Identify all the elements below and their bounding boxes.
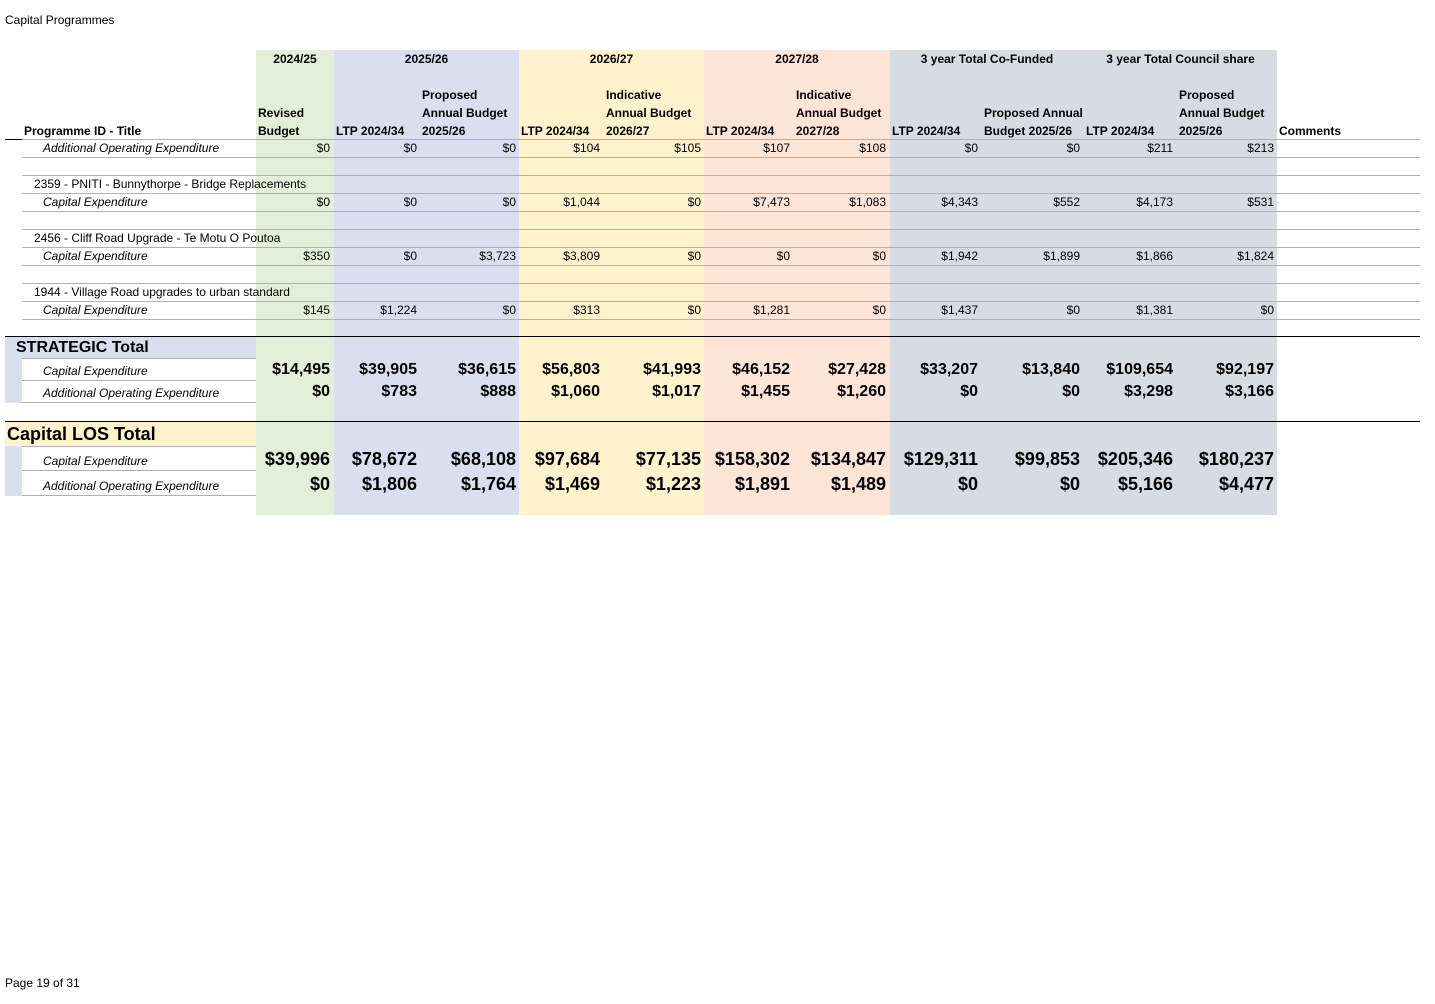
col-header-year: 2027/28 xyxy=(796,124,840,138)
value-cell: $552 xyxy=(1053,195,1080,209)
value-cell: $0 xyxy=(1059,474,1080,494)
value-cell: $56,803 xyxy=(542,361,600,378)
col-header-year: 2025/26 xyxy=(422,124,466,138)
col-header-proposed-annual: Proposed Annual xyxy=(984,106,1083,120)
value-cell: $1,489 xyxy=(830,474,886,494)
col-header-ltp: LTP 2024/34 xyxy=(706,124,775,138)
col-header-programme: Programme ID - Title xyxy=(24,124,142,138)
value-cell: $350 xyxy=(303,249,330,263)
value-cell: $0 xyxy=(403,195,417,209)
col-header-budget-year: Budget 2025/26 xyxy=(984,124,1073,138)
value-cell: $0 xyxy=(957,474,978,494)
value-cell: $205,346 xyxy=(1097,449,1173,469)
value-cell: $1,281 xyxy=(753,303,790,317)
value-cell: $0 xyxy=(403,249,417,263)
value-cell: $0 xyxy=(687,195,701,209)
value-cell: $1,060 xyxy=(551,383,600,400)
row-divider xyxy=(22,402,256,403)
value-cell: $211 xyxy=(1147,141,1173,155)
header-3yr-cofunded: 3 year Total Co-Funded xyxy=(920,52,1054,66)
col-header-indicative: Indicative xyxy=(606,88,662,102)
row-divider xyxy=(22,247,1420,248)
value-cell: $3,166 xyxy=(1225,383,1274,400)
value-cell: $0 xyxy=(960,383,978,400)
row-divider xyxy=(22,446,256,447)
value-cell: $1,223 xyxy=(645,474,701,494)
value-cell: $0 xyxy=(776,249,790,263)
value-cell: $27,428 xyxy=(828,361,886,378)
row-divider xyxy=(22,358,256,359)
row-divider xyxy=(22,470,256,471)
value-cell: $92,197 xyxy=(1216,361,1274,378)
col-header-annual-budget: Annual Budget xyxy=(422,106,508,120)
value-cell: $97,684 xyxy=(534,449,600,469)
col-header-ltp: LTP 2024/34 xyxy=(521,124,590,138)
col-header-indicative: Indicative xyxy=(796,88,852,102)
los-total-title: Capital LOS Total xyxy=(7,424,156,444)
value-cell: $531 xyxy=(1247,195,1274,209)
col-header-annual-budget: Annual Budget xyxy=(1179,106,1265,120)
value-cell: $0 xyxy=(502,303,516,317)
col-header-budget: Budget xyxy=(258,124,300,138)
value-cell: $3,809 xyxy=(563,249,600,263)
value-cell: $783 xyxy=(381,383,417,400)
col-header-ltp: LTP 2024/34 xyxy=(892,124,961,138)
row-label: Capital Expenditure xyxy=(43,249,148,263)
value-cell: $7,473 xyxy=(753,195,790,209)
row-divider xyxy=(22,265,1420,266)
value-cell: $0 xyxy=(687,303,701,317)
value-cell: $39,996 xyxy=(264,449,330,469)
value-cell: $145 xyxy=(303,303,330,317)
value-cell: $134,847 xyxy=(810,449,886,469)
year-header-2024-25: 2024/25 xyxy=(273,52,317,66)
value-cell: $0 xyxy=(1066,141,1080,155)
value-cell: $4,477 xyxy=(1218,474,1274,494)
value-cell: $109,654 xyxy=(1106,361,1173,378)
col-header-proposed: Proposed xyxy=(422,88,478,102)
row-divider xyxy=(22,211,1420,212)
value-cell: $180,237 xyxy=(1198,449,1274,469)
col-header-proposed: Proposed xyxy=(1179,88,1235,102)
row-divider xyxy=(22,319,1420,320)
value-cell: $1,044 xyxy=(563,195,600,209)
value-cell: $1,437 xyxy=(941,303,978,317)
row-label: Capital Expenditure xyxy=(43,454,148,468)
value-cell: $0 xyxy=(309,474,330,494)
value-cell: $1,224 xyxy=(380,303,417,317)
value-cell: $0 xyxy=(502,141,516,155)
value-cell: $1,899 xyxy=(1043,249,1080,263)
row-divider xyxy=(22,283,1420,284)
value-cell: $78,672 xyxy=(351,449,417,469)
row-divider xyxy=(22,380,256,381)
value-cell: $0 xyxy=(687,249,701,263)
value-cell: $0 xyxy=(872,303,886,317)
value-cell: $36,615 xyxy=(458,361,516,378)
value-cell: $33,207 xyxy=(920,361,978,378)
row-label: Additional Operating Expenditure xyxy=(43,479,220,493)
col-header-ltp: LTP 2024/34 xyxy=(1086,124,1155,138)
value-cell: $0 xyxy=(316,195,330,209)
year-header-2025-26: 2025/26 xyxy=(404,52,449,66)
value-cell: $41,993 xyxy=(643,361,701,378)
value-cell: $1,824 xyxy=(1237,249,1274,263)
programme-title: 2359 - PNITI - Bunnythorpe - Bridge Replacements xyxy=(34,177,307,191)
value-cell: $1,260 xyxy=(837,383,886,400)
los-stub xyxy=(5,446,22,496)
value-cell: $158,302 xyxy=(714,449,790,469)
value-cell: $1,455 xyxy=(741,383,790,400)
value-cell: $108 xyxy=(859,141,886,155)
value-cell: $0 xyxy=(312,383,330,400)
value-cell: $1,017 xyxy=(652,383,701,400)
row-divider xyxy=(22,157,1420,158)
value-cell: $4,343 xyxy=(941,195,978,209)
value-cell: $104 xyxy=(573,141,600,155)
value-cell: $1,891 xyxy=(734,474,790,494)
col-header-comments: Comments xyxy=(1279,124,1342,138)
value-cell: $3,298 xyxy=(1124,383,1173,400)
header-rule xyxy=(22,139,1420,140)
value-cell: $1,942 xyxy=(941,249,978,263)
page-title: Capital Programmes xyxy=(5,13,115,27)
value-cell: $39,905 xyxy=(359,361,417,378)
col-header-year: 2025/26 xyxy=(1179,124,1223,138)
value-cell: $1,764 xyxy=(460,474,516,494)
row-divider xyxy=(22,301,1420,302)
value-cell: $14,495 xyxy=(272,361,330,378)
strategic-stub xyxy=(5,358,22,403)
col-header-ltp: LTP 2024/34 xyxy=(336,124,405,138)
value-cell: $888 xyxy=(480,383,516,400)
value-cell: $0 xyxy=(964,141,978,155)
page-footer: Page 19 of 31 xyxy=(5,976,80,990)
row-divider xyxy=(22,495,256,496)
col-header-annual-budget: Annual Budget xyxy=(796,106,882,120)
row-divider xyxy=(22,229,1420,230)
value-cell: $1,469 xyxy=(544,474,600,494)
value-cell: $313 xyxy=(573,303,600,317)
row-divider xyxy=(22,193,1420,194)
row-label: Additional Operating Expenditure xyxy=(43,141,220,155)
row-label: Additional Operating Expenditure xyxy=(43,386,220,400)
programme-title: 2456 - Cliff Road Upgrade - Te Motu O Poutoa xyxy=(34,231,281,245)
value-cell: $46,152 xyxy=(732,361,790,378)
value-cell: $0 xyxy=(316,141,330,155)
row-divider xyxy=(22,175,1420,176)
value-cell: $0 xyxy=(403,141,417,155)
col-header-year: 2026/27 xyxy=(606,124,650,138)
value-cell: $1,083 xyxy=(849,195,886,209)
value-cell: $0 xyxy=(1260,303,1274,317)
col-header-annual-budget: Annual Budget xyxy=(606,106,692,120)
value-cell: $1,806 xyxy=(361,474,417,494)
row-label: Capital Expenditure xyxy=(43,364,148,378)
row-label: Capital Expenditure xyxy=(43,303,148,317)
year-header-2027-28: 2027/28 xyxy=(775,52,819,66)
col-header-revised: Revised xyxy=(258,106,305,120)
value-cell: $105 xyxy=(674,141,701,155)
value-cell: $1,381 xyxy=(1136,303,1173,317)
value-cell: $0 xyxy=(502,195,516,209)
value-cell: $68,108 xyxy=(450,449,516,469)
value-cell: $4,173 xyxy=(1136,195,1173,209)
programme-title: 1944 - Village Road upgrades to urban standard xyxy=(34,285,290,299)
header-rule-stub xyxy=(5,139,22,140)
value-cell: $3,723 xyxy=(479,249,516,263)
value-cell: $0 xyxy=(1062,383,1080,400)
header-3yr-council-share: 3 year Total Council share xyxy=(1106,52,1255,66)
value-cell: $129,311 xyxy=(903,449,978,469)
strategic-total-title: STRATEGIC Total xyxy=(16,339,149,356)
value-cell: $5,166 xyxy=(1117,474,1173,494)
year-header-2026-27: 2026/27 xyxy=(589,52,634,66)
value-cell: $77,135 xyxy=(635,449,701,469)
value-cell: $13,840 xyxy=(1022,361,1080,378)
value-cell: $213 xyxy=(1247,141,1274,155)
value-cell: $1,866 xyxy=(1136,249,1173,263)
value-cell: $0 xyxy=(1066,303,1080,317)
value-cell: $107 xyxy=(763,141,790,155)
row-label: Capital Expenditure xyxy=(43,195,148,209)
value-cell: $99,853 xyxy=(1014,449,1080,469)
value-cell: $0 xyxy=(872,249,886,263)
